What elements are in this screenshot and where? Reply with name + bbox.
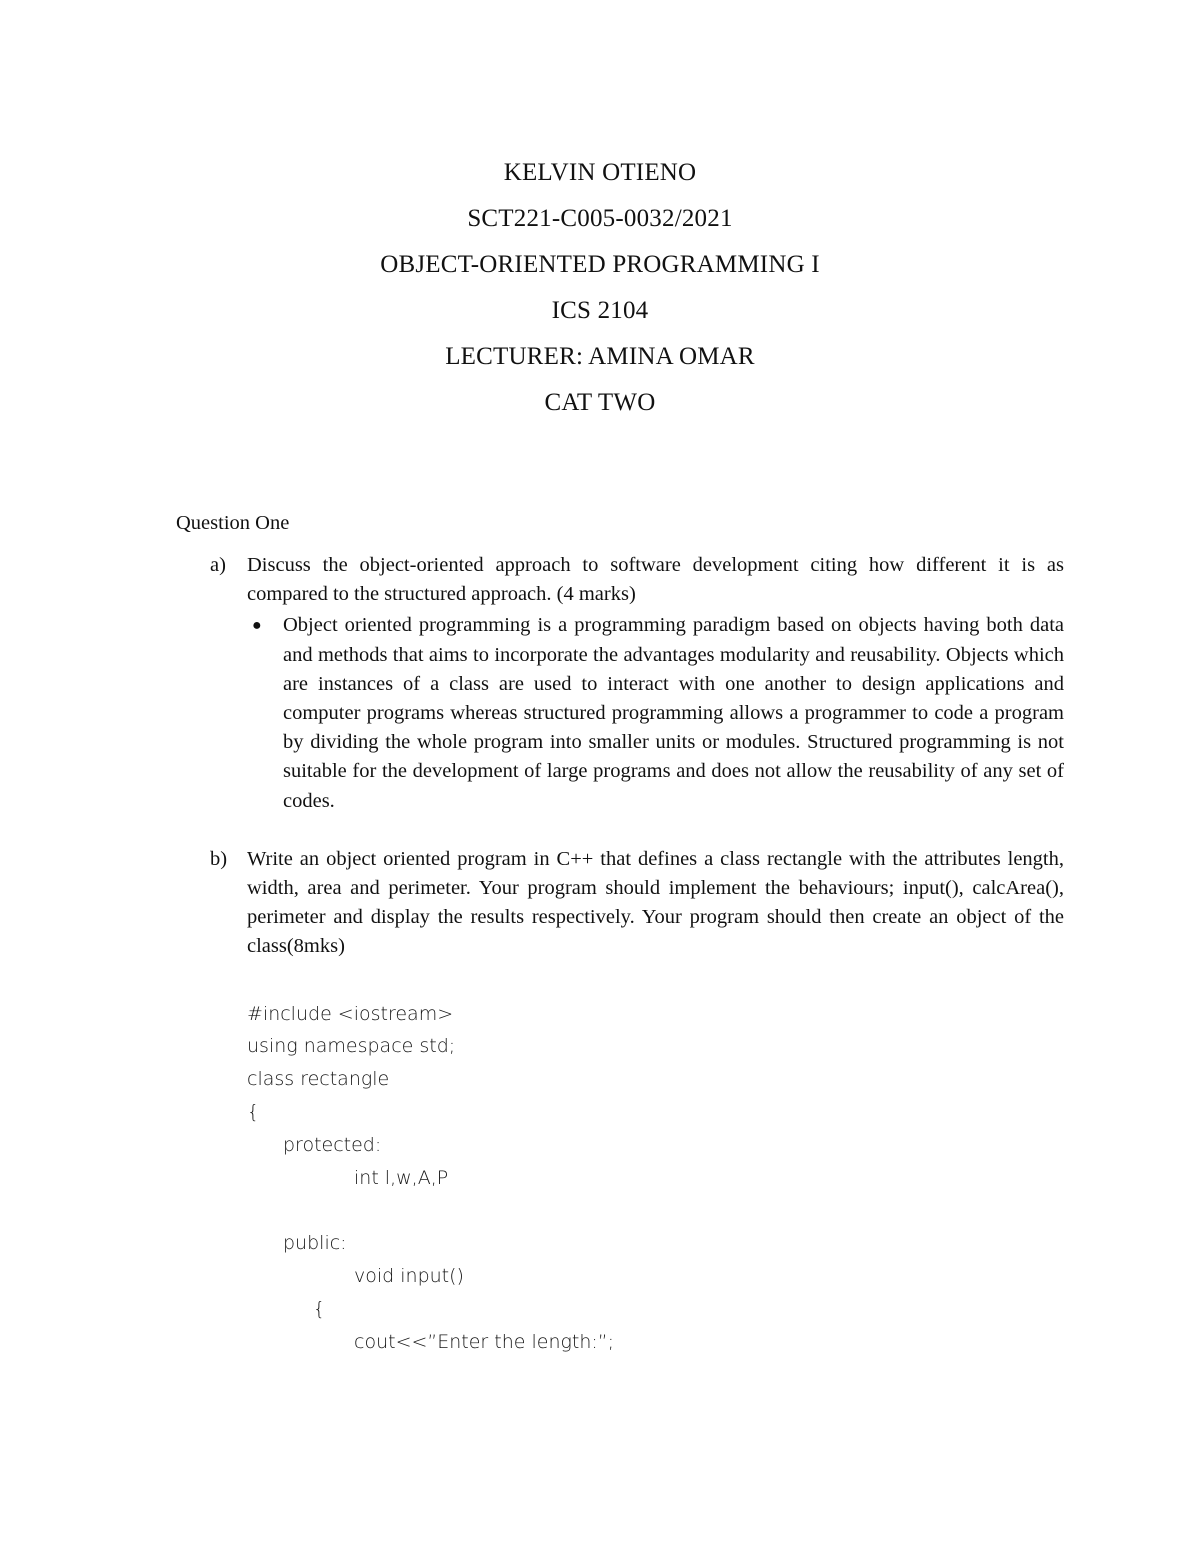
- code-line: {: [313, 1297, 326, 1320]
- title-block: [0, 150, 1200, 426]
- part-a-answer: [176, 611, 1064, 815]
- bullet-icon: ●: [252, 617, 262, 635]
- course-title: OBJECT-ORIENTED PROGRAMMING I: [380, 251, 820, 278]
- part-a-prompt: Discuss the object-oriented approach to software development citing how different it is as compared to the structured approach. (4 marks): [247, 554, 1064, 606]
- assessment-title: CAT TWO: [544, 389, 656, 416]
- student-name: KELVIN OTIENO: [503, 159, 697, 186]
- code-line: public:: [283, 1232, 347, 1255]
- registration-number: SCT221-C005-0032/2021: [467, 205, 733, 232]
- lecturer-name: LECTURER: AMINA OMAR: [445, 343, 755, 370]
- question-part-a: [176, 551, 1064, 609]
- code-line: void input(): [354, 1265, 464, 1288]
- document-body: [176, 509, 1064, 1358]
- question-part-b: [176, 845, 1064, 962]
- question-heading: Question One: [176, 512, 290, 534]
- course-code: ICS 2104: [551, 297, 649, 324]
- part-b-label: b): [210, 847, 228, 870]
- code-line: cout<<”Enter the length:”;: [354, 1330, 615, 1353]
- part-a-answer-text: Object oriented programming is a programming paradigm based on objects having both data and methods that aims to incorporate the advantages modularity and reusability. Objects which are instances of a class are used to interact with one another to design applications and computer programs whereas structured programming allows a programmer to code a program by dividing the whole program into smaller units or modules. Structured programming is not suitable for the development of large programs and does not allow the reusability of any set of codes.: [283, 614, 1064, 812]
- code-line: #include <iostream>: [247, 1002, 454, 1025]
- code-blank-line: [247, 1194, 1064, 1227]
- code-line: using namespace std;: [247, 1035, 456, 1058]
- code-listing: [176, 998, 1064, 1359]
- part-b-prompt: Write an object oriented program in C++ that defines a class rectangle with the attributes length, width, area and perimeter. Your program should implement the behaviours; input(), calcArea(), perimeter and display the results respectively. Your program should then create an object of the class(8mks): [247, 847, 1064, 958]
- code-line: class rectangle: [247, 1068, 390, 1091]
- part-a-label: a): [210, 554, 226, 576]
- code-line: protected:: [283, 1133, 382, 1156]
- code-line: {: [247, 1101, 260, 1124]
- code-line: int l,w,A,P: [354, 1166, 449, 1189]
